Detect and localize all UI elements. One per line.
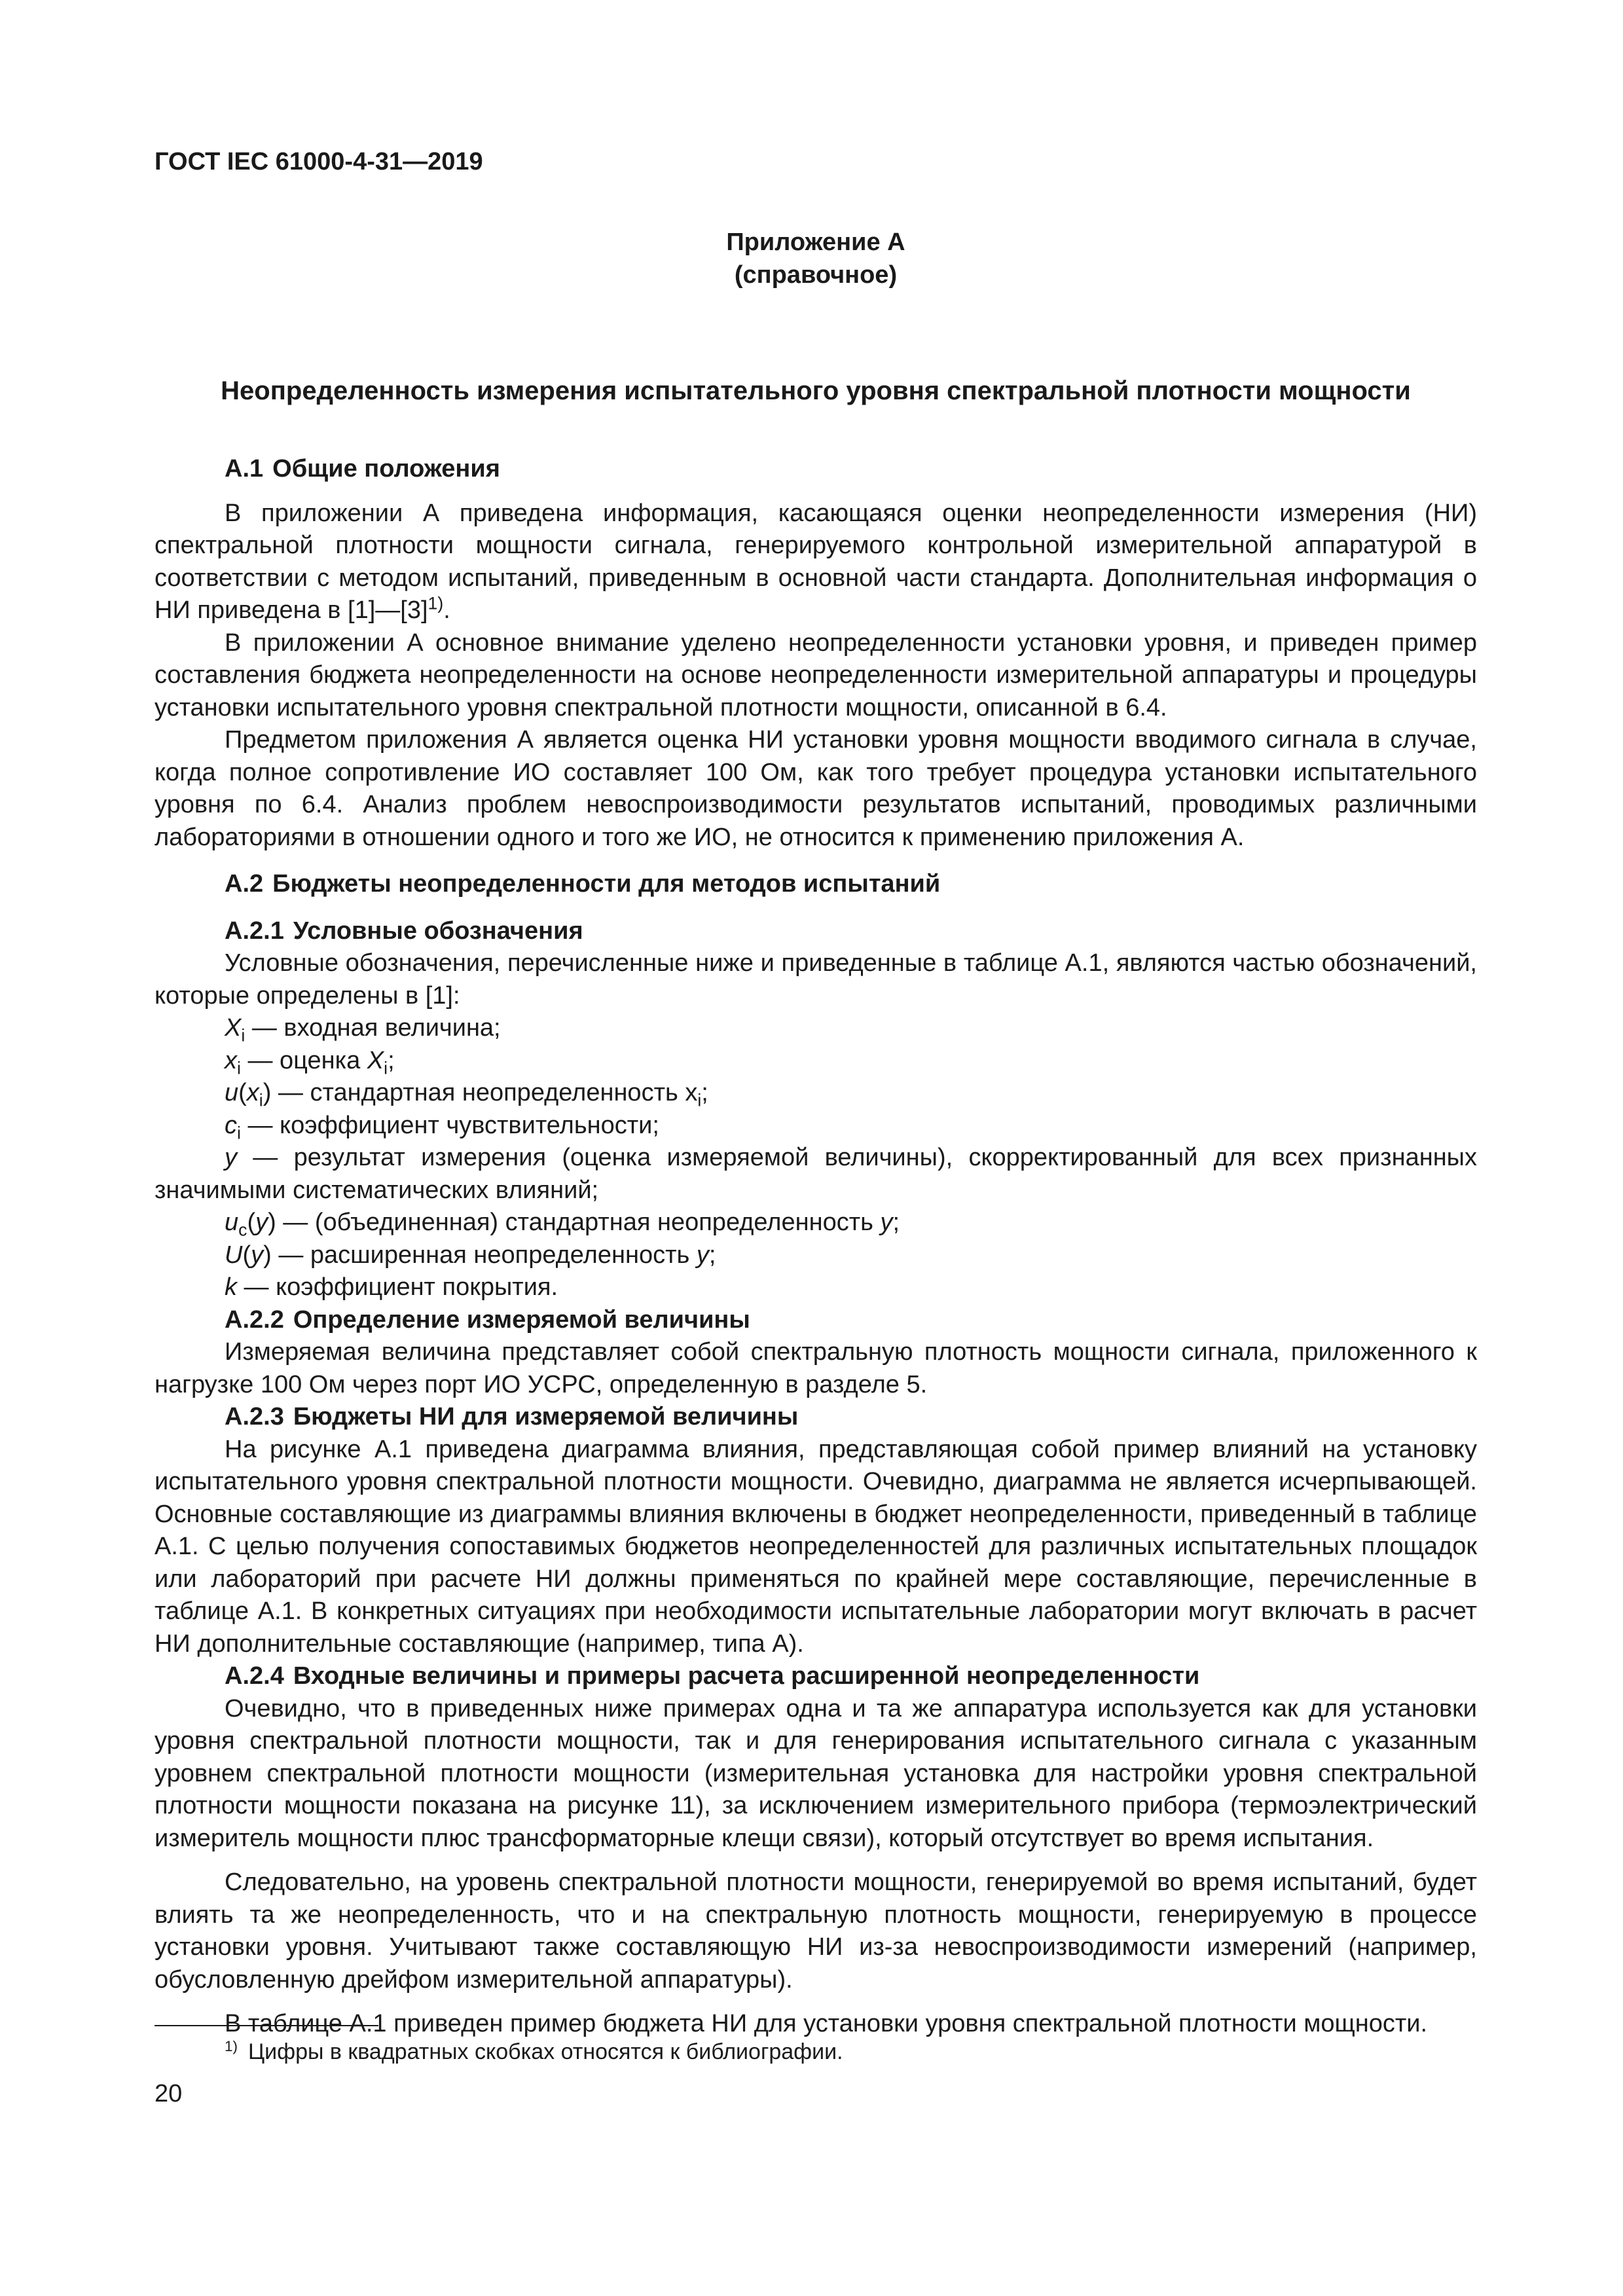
- annex-body: [155, 453, 1477, 2041]
- annex-main-title: Неопределенность измерения испытательного уровня спектральной плотности мощности: [221, 376, 1411, 405]
- symbol-item: y — результат измерения (оценка измеряемой величины), скорректированный для всех признанных значимыми систематических влияний;: [155, 1144, 1477, 1204]
- a1-paragraph-3: Предметом приложения А является оценка НИ установки уровня мощности вводимого сигнала в случае, когда полное сопротивление ИО составляет 100 Ом, как того требует процедура установки испытательного уровня по 6.4. Анализ проблем невоспроизводимости результатов испытаний, проводимых различными лабораториями в отношении одного и того же ИО, не относится к применению приложения А.: [155, 726, 1477, 851]
- section-a21-heading: [155, 915, 1477, 948]
- a1-paragraph-2: В приложении А основное внимание уделено неопределенности установки уровня, и приведен пример составления бюджета неопределенности на основе неопределенности измерительной аппаратуры и процедуры установки испытательного уровня спектральной плотности мощности, описанной в 6.4.: [155, 629, 1477, 721]
- footnote: [225, 2039, 843, 2065]
- a24-paragraph-2: Следовательно, на уровень спектральной плотности мощности, генерируемой во время испытаний, будет влиять та же неопределенность, что и на спектральную плотность мощности, генерируемую в процессе установки уровня. Учитывают также составляющую НИ из-за невоспроизводимости измерений (например, обусловленную дрейфом измерительной аппаратуры).: [155, 1868, 1477, 1994]
- section-number: А.2.2: [225, 1305, 284, 1334]
- symbol-item: k — коэффициент покрытия.: [225, 1273, 558, 1301]
- section-a23-heading: [155, 1401, 1477, 1434]
- symbol-item: $x_i$ — оценка $X_i$;: [225, 1046, 395, 1078]
- symbol-item: $u(x_i)$ — стандартная неопределенность $x_i$;: [225, 1079, 708, 1110]
- a21-intro: Условные обозначения, перечисленные ниже и приведенные в таблице А.1, являются частью обозначений, которые определены в [1]:: [155, 949, 1477, 1010]
- a22-paragraph-1: Измеряемая величина представляет собой спектральную плотность мощности сигнала, приложенного к нагрузке 100 Ом через порт ИО УСРС, определенную в разделе 5.: [155, 1338, 1477, 1398]
- footnote-mark: 1): [225, 2037, 238, 2054]
- footnote-text: Цифры в квадратных скобках относятся к библиографии.: [247, 2039, 843, 2064]
- symbol-item: $c_i$ — коэффициент чувствительности;: [225, 1111, 659, 1143]
- symbol-item: $X_i$ — входная величина;: [225, 1014, 501, 1046]
- section-a22-heading: [155, 1304, 1477, 1337]
- section-title: Бюджеты НИ для измеряемой величины: [293, 1403, 799, 1430]
- section-title: Определение измеряемой величины: [293, 1305, 750, 1334]
- standard-code: ГОСТ IEC 61000-4-31—2019: [155, 148, 483, 175]
- a23-paragraph-1: На рисунке А.1 приведена диаграмма влияния, представляющая собой пример влияний на установку испытательного уровня спектральной плотности мощности. Очевидно, диаграмма не является исчерпывающей. Основные составляющие из диаграммы влияния включены в бюджет неопределенности, приведенный в таблице А.1. С целью получения сопоставимых бюджетов неопределенностей для различных испытательных площадок или лабораторий при расчете НИ должны применяться по крайней мере составляющие, перечисленные в таблице А.1. В конкретных ситуациях при необходимости испытательные лаборатории могут включать в расчет НИ дополнительные составляющие (например, типа А).: [155, 1435, 1477, 1658]
- section-title: Входные величины и примеры расчета расширенной неопределенности: [293, 1662, 1200, 1690]
- symbol-item: U(y) — расширенная неопределенность y;: [225, 1241, 716, 1269]
- a24-paragraph-1: Очевидно, что в приведенных ниже примерах одна и та же аппаратура используется как для установки уровня спектральной плотности мощности, так и для генерирования испытательного сигнала с указанным уровнем спектральной плотности мощности (измерительная установка для настройки уровня спектральной плотности мощности показана на рисунке 11), за исключением измерительного прибора (термоэлектрический измеритель мощности плюс трансформаторные клещи связи), который отсутствует во время испытания.: [155, 1694, 1477, 1852]
- section-a24-heading: [155, 1660, 1477, 1693]
- symbol-item: $u_c(y)$ — (объединенная) стандартная неопределенность y;: [225, 1209, 900, 1240]
- section-title: Общие положения: [272, 455, 500, 483]
- section-a2-heading: [155, 868, 1477, 901]
- section-title: Бюджеты неопределенности для методов испытаний: [272, 870, 941, 898]
- page-number: 20: [155, 2080, 183, 2107]
- section-number: А.2: [225, 870, 264, 898]
- annex-heading: [155, 226, 1477, 291]
- section-title: Условные обозначения: [293, 917, 583, 945]
- section-number: А.2.3: [225, 1403, 284, 1430]
- section-a1-heading: [155, 453, 1477, 486]
- footnote-separator: [155, 2025, 378, 2026]
- section-number: А.2.1: [225, 917, 284, 945]
- section-number: А.1: [225, 455, 264, 483]
- a1-paragraph-1: В приложении А приведена информация, касающаяся оценки неопределенности измерения (НИ) спектральной плотности мощности сигнала, генерируемого контрольной измерительной аппаратурой в соответствии с методом испытаний, приведенным в основной части стандарта. Дополнительная информация о НИ приведена в $[1]—[3]^{1)}$.: [155, 499, 1477, 624]
- annex-status: (справочное): [734, 261, 898, 289]
- annex-title: Приложение А: [726, 228, 905, 256]
- section-number: А.2.4: [225, 1662, 284, 1690]
- footnote-reference: 1): [428, 593, 444, 613]
- a24-paragraph-3: В таблице А.1 приведен пример бюджета НИ для установки уровня спектральной плотности мощности.: [225, 2010, 1428, 2037]
